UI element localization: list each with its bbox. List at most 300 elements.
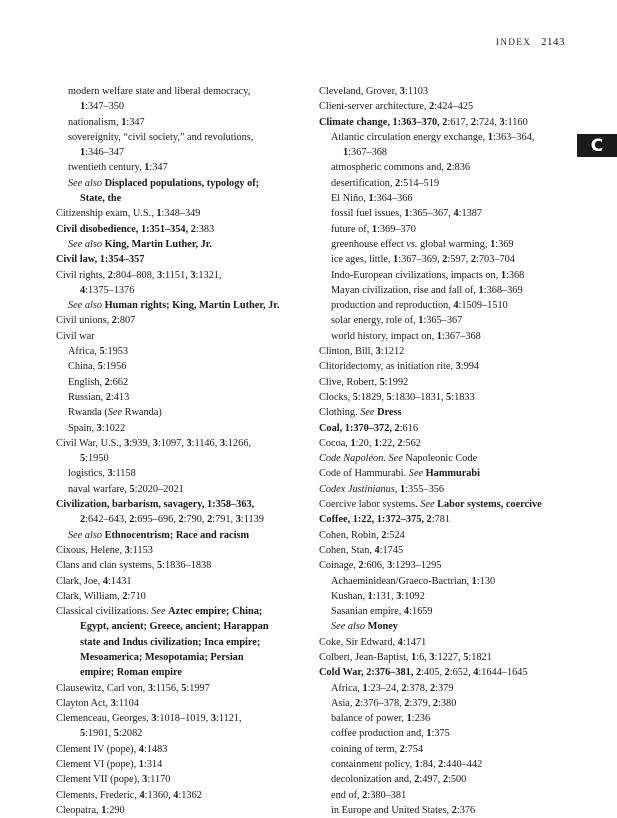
index-entry — [56, 252, 316, 267]
entry-bold-text: 4 — [403, 606, 410, 618]
entry-text: :380 — [438, 697, 457, 709]
index-entry — [56, 788, 316, 803]
entry-text: Classical civilizations. — [56, 606, 152, 618]
entry-text: modern welfare state and liberal democracy, — [68, 86, 251, 97]
entry-bold-text: 2 — [104, 376, 110, 388]
entry-text: :662 — [109, 376, 129, 388]
entry-bold-text: 1 — [404, 208, 410, 220]
entry-text: Cocoa, — [319, 437, 351, 449]
entry-text: :500 — [448, 774, 467, 786]
index-entry — [319, 635, 574, 650]
entry-italic-text: See — [107, 407, 123, 419]
entry-bold-text: 1 — [156, 208, 162, 220]
index-subentry — [56, 145, 316, 160]
entry-bold-text: 1 — [490, 238, 496, 250]
entry-text: Civil unions, — [56, 315, 112, 327]
entry-bold-text: 5 — [181, 682, 187, 694]
entry-bold-text: 3 — [429, 651, 435, 663]
entry-bold-text: 4 — [80, 284, 86, 296]
entry-text: :375 — [431, 728, 450, 740]
entry-bold-text: 1 — [343, 147, 349, 159]
entry-text: English, — [68, 376, 105, 388]
entry-text: Civil war — [56, 330, 95, 342]
entry-bold-text: 1 — [411, 651, 417, 663]
entry-text: :1160 — [504, 116, 528, 128]
entry-text: :724, — [476, 116, 500, 128]
index-subentry — [319, 145, 574, 160]
entry-bold-text: 1 — [414, 759, 420, 771]
entry-text: :6, — [416, 651, 430, 663]
entry-text: Clocks, — [319, 391, 353, 403]
entry-bold-text: 2 — [190, 223, 196, 235]
entry-text: Clark, William, — [56, 590, 123, 602]
entry-text: :367–368 — [441, 330, 481, 342]
entry-bold-text: 1 — [362, 682, 368, 694]
entry-text: :84, — [419, 759, 439, 771]
index-subentry — [319, 726, 574, 741]
entry-text: :1121, — [215, 713, 242, 725]
entry-bold-text: 2 — [404, 697, 410, 709]
index-entry — [56, 574, 316, 589]
index-subentry — [319, 222, 574, 237]
entry-text: Cleopatra, — [56, 804, 102, 816]
entry-text: coffee production and, — [331, 728, 427, 740]
entry-bold-text: 2 — [122, 590, 128, 602]
letter-thumb-tab: C — [577, 134, 617, 157]
entry-text: Coercive labor systems. — [319, 499, 421, 511]
entry-text: :424–425 — [434, 101, 474, 113]
entry-text: :1227, — [434, 651, 464, 663]
index-subentry — [319, 191, 574, 206]
index-subentry — [56, 84, 316, 99]
entry-bold-text: 1 — [121, 116, 127, 128]
index-subentry — [319, 283, 574, 298]
entry-text: :405, — [421, 667, 445, 679]
entry-text: :369–370 — [377, 223, 416, 235]
index-entry — [319, 497, 574, 512]
entry-bold-text: Mesoamerica; Mesopotamia; Persian — [80, 651, 244, 663]
entry-text: Clements, Frederic, — [56, 789, 140, 801]
entry-text: Indo-European civilizations, impacts on, — [331, 269, 501, 281]
entry-text: :236 — [411, 713, 431, 725]
entry-bold-text: 4 — [473, 667, 479, 679]
entry-text: :1644–1645 — [478, 667, 528, 679]
entry-bold-text: 2 — [105, 391, 111, 403]
entry-bold-text: 5 — [379, 376, 385, 388]
entry-text: :2020–2021 — [134, 483, 184, 495]
entry-text: :836 — [451, 162, 470, 174]
index-subentry — [319, 329, 574, 344]
index-entry — [319, 436, 574, 451]
entry-text: :1431 — [108, 575, 132, 587]
entry-bold-text: Aztec empire; China; — [168, 606, 263, 618]
entry-text: solar energy, role of, — [331, 315, 419, 327]
index-entry — [319, 390, 574, 405]
entry-bold-text: 5 — [156, 560, 163, 572]
index-subentry — [319, 681, 574, 696]
index-entry — [319, 344, 574, 359]
index-entry — [56, 436, 316, 451]
entry-text: naval warfare, — [68, 483, 130, 495]
index-subentry — [319, 268, 574, 283]
entry-text: Mayan civilization, rise and fall of, — [331, 284, 479, 296]
entry-text: :369 — [495, 238, 514, 250]
index-entry — [319, 512, 574, 527]
entry-bold-text: 2 — [107, 269, 113, 281]
entry-bold-text: 2 — [178, 514, 184, 526]
entry-text: Code of Hammurabi. — [319, 468, 409, 480]
entry-text: logistics, — [68, 468, 108, 480]
entry-text: Client-server architecture, — [319, 101, 430, 113]
entry-text: :497, — [419, 774, 443, 786]
entry-bold-text: 2 — [80, 514, 86, 526]
entry-bold-text: 4 — [102, 575, 109, 587]
entry-text: :368 — [506, 269, 525, 281]
entry-text: :1375–1376 — [85, 284, 135, 296]
entry-bold-text: 2 — [399, 743, 405, 755]
index-subentry — [56, 283, 316, 298]
index-entry — [319, 650, 574, 665]
entry-bold-text: 5 — [80, 728, 86, 740]
entry-text: :1151, — [162, 269, 191, 281]
entry-bold-text: 2 — [415, 667, 422, 679]
entry-bold-text: 1 — [436, 330, 442, 342]
entry-text: :376–378, — [360, 697, 405, 709]
entry-text: :1092 — [401, 590, 425, 602]
entry-text: Achaeminidean/Graeco-Bactrian, — [331, 575, 472, 587]
index-entry — [319, 482, 574, 497]
entry-text: :347 — [126, 116, 145, 128]
index-subentry — [56, 635, 316, 650]
index-entry — [56, 268, 316, 283]
entry-italic-text: See also — [331, 621, 366, 633]
entry-text: :1104 — [115, 697, 139, 709]
index-subentry — [56, 115, 316, 130]
entry-bold-text: 3 — [147, 682, 153, 694]
entry-text: :1103 — [404, 86, 429, 97]
entry-bold-text: Civil law, 1:354–357 — [56, 254, 145, 266]
entry-text: :1659 — [409, 606, 433, 618]
index-subentry — [56, 130, 316, 145]
index-subentry — [56, 421, 316, 436]
index-entry — [56, 313, 316, 328]
entry-text: :617, — [447, 116, 471, 128]
entry-bold-text: 4 — [138, 743, 144, 755]
entry-bold-text: 3 — [235, 514, 241, 526]
entry-bold-text: 3 — [399, 86, 405, 97]
index-entry — [56, 772, 316, 787]
entry-italic-text: See — [408, 468, 424, 480]
entry-bold-text: 5 — [386, 391, 392, 403]
index-subentry — [56, 359, 316, 374]
entry-bold-text: 3 — [107, 468, 113, 480]
entry-bold-text: 2 — [394, 422, 400, 434]
entry-italic-text: See — [420, 499, 435, 511]
index-entry — [56, 329, 316, 344]
entry-text: :514–519 — [400, 177, 440, 189]
index-entry — [319, 84, 574, 99]
entry-bold-text: 2 — [442, 254, 448, 266]
index-subentry — [319, 252, 574, 267]
index-entry — [56, 803, 316, 818]
entry-bold-text: 3 — [190, 269, 196, 281]
entry-text: Clement VII (pope), — [56, 774, 143, 786]
entry-bold-text: 2 — [397, 437, 403, 449]
entry-bold-text: Civilization, barbarism, savagery, 1:358–363, — [56, 499, 255, 511]
entry-bold-text: 2 — [358, 560, 364, 572]
index-entry — [56, 589, 316, 604]
entry-text: :367–369, — [398, 254, 443, 266]
entry-text: :130 — [476, 575, 496, 587]
entry-text: :440–442 — [443, 759, 483, 771]
entry-text: :642–643, — [85, 514, 130, 526]
entry-bold-text: King, Martin Luther, Jr. — [104, 238, 212, 250]
entry-bold-text: 1 — [393, 254, 399, 266]
entry-italic-text: See — [151, 606, 166, 618]
index-subentry — [56, 650, 316, 665]
entry-text: :413 — [110, 391, 130, 403]
entry-text: Coinage, — [319, 560, 359, 572]
entry-text: :1360, — [144, 789, 174, 801]
entry-bold-text: 1 — [367, 590, 373, 602]
entry-bold-text: Ethnocentrism; Race and racism — [104, 529, 250, 541]
entry-text: :791, — [212, 514, 236, 526]
entry-bold-text: 3 — [499, 116, 505, 128]
entry-bold-text: 1 — [368, 193, 374, 205]
entry-text: :1509–1510 — [458, 300, 508, 312]
entry-text: Civil rights, — [56, 269, 108, 281]
running-header — [496, 36, 565, 48]
entry-text: :1146, — [191, 437, 220, 449]
entry-text: in Europe and United States, — [331, 804, 452, 816]
entry-italic-text: See also — [68, 238, 103, 250]
entry-bold-text: 1 — [406, 713, 412, 725]
entry-bold-text: 3 — [210, 713, 216, 725]
entry-bold-text: 2 — [446, 162, 452, 174]
entry-text: :652, — [449, 667, 474, 679]
index-subentry — [319, 176, 574, 191]
entry-bold-text: 3 — [186, 437, 192, 449]
entry-text: :1833 — [451, 391, 475, 403]
entry-text: :364–366 — [373, 193, 413, 205]
index-entry — [319, 421, 574, 436]
index-entry — [319, 375, 574, 390]
entry-bold-text: 4 — [374, 544, 380, 556]
index-subentry — [319, 130, 574, 145]
entry-bold-text: 2 — [355, 697, 361, 709]
entry-italic-text: vs. — [406, 238, 418, 250]
index-entry — [319, 665, 574, 680]
entry-text: :524 — [386, 529, 405, 541]
entry-text: sovereignity, “civil society,” and revolutions, — [68, 131, 254, 143]
index-subentry — [56, 160, 316, 175]
entry-text: Africa, — [68, 346, 100, 358]
entry-bold-text: 3 — [96, 422, 102, 434]
entry-text: Cohen, Robin, — [319, 529, 382, 541]
entry-bold-text: 2 — [362, 789, 368, 801]
entry-bold-text: 5 — [113, 728, 119, 740]
entry-text: :379 — [435, 682, 454, 694]
entry-bold-text: 1 — [373, 437, 380, 449]
index-subentry — [56, 405, 316, 420]
entry-text: :1829, — [357, 391, 387, 403]
entry-text: Rwanda) — [122, 407, 162, 419]
index-subentry — [56, 191, 316, 206]
entry-bold-text: 1 — [478, 284, 484, 296]
entry-bold-text: 3 — [455, 361, 461, 373]
entry-text: Africa, — [331, 682, 363, 694]
index-entry — [319, 359, 574, 374]
entry-text: :804–808, — [112, 269, 157, 281]
entry-bold-text: Human rights; King, Martin Luther, Jr. — [104, 300, 280, 312]
entry-text: Atlantic circulation energy exchange, — [331, 131, 488, 143]
entry-bold-text: Labor systems, coercive — [437, 499, 542, 511]
entry-text: :367–368 — [348, 147, 388, 159]
entry-text: :1266, — [225, 437, 252, 449]
entry-text: containment policy, — [331, 759, 415, 771]
entry-bold-text: 1 — [487, 131, 493, 143]
index-entry — [319, 115, 574, 130]
entry-text: :347–350 — [85, 101, 125, 113]
entry-text: :290 — [106, 804, 125, 816]
entry-text: end of, — [331, 789, 363, 801]
index-subentry — [319, 313, 574, 328]
index-entry — [56, 757, 316, 772]
entry-bold-text: 3 — [110, 697, 116, 709]
entry-text: :348–349 — [161, 208, 201, 220]
entry-italic-text: See also — [68, 300, 103, 312]
entry-bold-text: Hammurabi — [425, 468, 481, 480]
entry-bold-text: 1 — [399, 483, 406, 495]
entry-text: Clitoridectomy, as initiation rite, — [319, 361, 456, 373]
entry-text: Citizenship exam, U.S., — [56, 208, 157, 220]
entry-bold-text: 5 — [129, 483, 135, 495]
entry-bold-text: Egypt, ancient; Greece, ancient; Harappan — [80, 621, 269, 633]
entry-text: Asia, — [331, 697, 356, 709]
entry-bold-text: 1 — [80, 147, 86, 159]
entry-text: :1901, — [85, 728, 114, 740]
entry-bold-text: 2 — [444, 667, 450, 679]
entry-text: :1950 — [85, 453, 109, 465]
entry-text: Clans and clan systems, — [56, 560, 157, 572]
entry-text: Clemenceau, Georges, — [56, 713, 152, 725]
entry-bold-text: Money — [367, 621, 398, 633]
entry-bold-text: 3 — [387, 560, 393, 572]
entry-text: :1471 — [402, 636, 427, 648]
entry-text: :1387 — [458, 208, 483, 220]
page-number: 2143 — [541, 36, 565, 48]
entry-text: :383 — [195, 223, 215, 235]
index-subentry — [319, 772, 574, 787]
entry-bold-text: 5 — [80, 453, 86, 465]
index-entry — [56, 543, 316, 558]
entry-italic-text: See — [388, 453, 403, 465]
entry-bold-text: 5 — [99, 346, 105, 358]
entry-text: Cohen, Stan, — [319, 544, 375, 556]
index-subentry — [56, 619, 316, 634]
index-entry — [319, 466, 574, 481]
entry-text: :1992 — [384, 376, 409, 388]
entry-bold-text: 1 — [471, 575, 477, 587]
entry-italic-text: See — [360, 407, 375, 419]
entry-text: China, — [68, 361, 98, 373]
entry-bold-text: State, the — [80, 193, 122, 205]
header-section-word: INDEX — [495, 37, 532, 47]
entry-text: :1153 — [129, 544, 153, 556]
entry-text: Clement VI (pope), — [56, 759, 139, 771]
index-subentry — [56, 466, 316, 481]
index-entry — [319, 558, 574, 573]
index-entry — [56, 604, 316, 619]
entry-bold-text: 2 — [442, 774, 448, 786]
index-entry — [319, 528, 574, 543]
entry-bold-text: 3 — [124, 544, 130, 556]
entry-bold-text: 2 — [111, 315, 117, 327]
index-subentry — [56, 298, 316, 313]
entry-bold-text: 2 — [442, 116, 448, 128]
entry-text: :314 — [143, 759, 163, 771]
entry-text: :1139 — [240, 514, 264, 526]
entry-bold-text: 3 — [219, 437, 226, 449]
entry-text: Spain, — [68, 422, 97, 434]
entry-text: :22, — [379, 437, 398, 449]
entry-text: atmospheric commons and, — [331, 162, 447, 174]
entry-italic-text: Code Napoléon. — [319, 453, 386, 465]
entry-text: , — [394, 483, 400, 495]
index-subentry — [319, 574, 574, 589]
entry-text: greenhouse effect — [331, 238, 407, 250]
entry-bold-text: Dress — [377, 407, 402, 419]
entry-text: :363–364, — [492, 131, 535, 143]
entry-text: Clothing. — [319, 407, 361, 419]
index-subentry — [319, 237, 574, 252]
entry-bold-text: 1 — [144, 162, 150, 174]
index-subentry — [319, 742, 574, 757]
entry-bold-text: Cold War, 2:376–381, — [319, 667, 416, 679]
entry-text: Kushan, — [331, 590, 368, 602]
entry-bold-text: 2 — [401, 682, 407, 694]
index-subentry — [56, 451, 316, 466]
index-subentry — [56, 99, 316, 114]
entry-text: :807 — [116, 315, 136, 327]
entry-bold-text: empire; Roman empire — [80, 667, 182, 679]
entry-text: Clement IV (pope), — [56, 743, 139, 755]
entry-text: :2082 — [118, 728, 143, 740]
entry-text: :1097, — [157, 437, 187, 449]
index-entry — [319, 543, 574, 558]
entry-bold-text: 1 — [138, 759, 144, 771]
index-entry — [56, 558, 316, 573]
entry-text: :710 — [127, 590, 146, 602]
entry-bold-text: 5 — [352, 391, 358, 403]
index-subentry — [319, 757, 574, 772]
entry-bold-text: 1 — [426, 728, 432, 740]
entry-text: :1483 — [143, 743, 168, 755]
entry-text: :355–356 — [405, 483, 445, 495]
entry-text: :1018–1019, — [156, 713, 211, 725]
entry-text: :1836–1838 — [162, 560, 212, 572]
entry-text: Clausewitz, Carl von, — [56, 682, 148, 694]
entry-bold-text: Coffee, 1:22, 1:372–375, — [319, 514, 427, 526]
index-subentry — [319, 589, 574, 604]
index-column-right — [319, 84, 574, 818]
index-entry — [56, 681, 316, 696]
entry-text: Clinton, Bill, — [319, 346, 376, 358]
entry-text: coining of term, — [331, 743, 400, 755]
entry-text: :380–381 — [367, 789, 407, 801]
entry-text: global warming, — [417, 238, 491, 250]
entry-text: Clayton Act, — [56, 697, 111, 709]
